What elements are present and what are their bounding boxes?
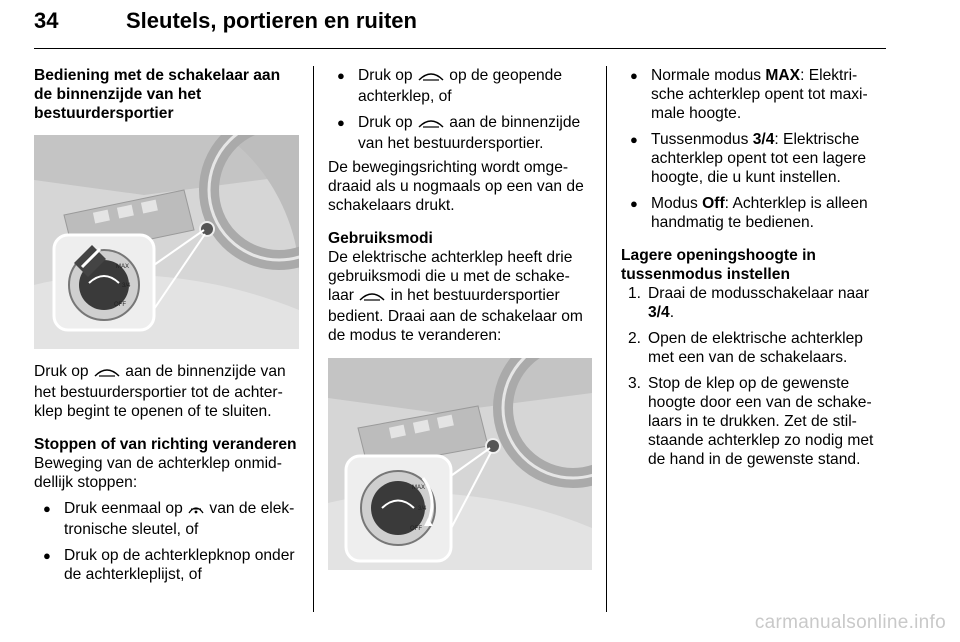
door-switch-illustration	[34, 135, 299, 349]
list-item: ● Druk op de achterklepknop onder de achterkleplijst, of	[34, 546, 299, 584]
section-heading: Bediening met de schakelaar aan de binnenzijde van het bestuurdersportier	[34, 67, 281, 122]
knob-label-max: MAX	[116, 264, 130, 270]
column-divider	[313, 66, 314, 612]
tailgate-icon	[358, 288, 386, 307]
column-1	[34, 66, 299, 584]
paragraph: Druk op aan de binnenzijde van het bestuurdersportier tot de achter-klep begint te openen of te sluiten.	[34, 363, 286, 420]
column-3	[621, 66, 889, 469]
section-heading: Lagere openingshoogte in tussenmodus instellen	[621, 247, 816, 283]
knob-label-off: OFF	[114, 302, 126, 308]
paragraph: De bewegingsrichting wordt omge-draaid als u nogmaals op een van de schakelaars drukt.	[328, 159, 584, 214]
tailgate-icon	[417, 68, 445, 87]
key-fob-tailgate-icon	[187, 501, 205, 520]
column-2	[328, 66, 593, 570]
paragraph: De elektrische achterklep heeft drie gebruiksmodi die u met de schake-laar in het bestuurdersportier bedient. Draai aan de schakelaar om de modus te veranderen:	[328, 249, 583, 344]
numbered-step: 2. Open de elektrische achterklep met een van de schakelaars.	[628, 330, 863, 366]
watermark: carmanualsonline.info	[754, 612, 946, 633]
knob-label-3-4: 3/4	[122, 283, 131, 289]
page-title: Sleutels, portieren en ruiten	[126, 8, 417, 33]
column-divider	[606, 66, 607, 612]
tailgate-icon	[417, 115, 445, 134]
list-item: ● Druk op op de geopende achterklep, of	[328, 66, 593, 106]
list-item: ● Tussenmodus 3/4: Elektrische achterklep opent tot een lagere hoogte, die u kunt instellen.	[621, 130, 889, 187]
paragraph: Beweging van de achterklep onmid-dellijk stoppen:	[34, 455, 282, 491]
knob-label-3-4: 3/4	[418, 506, 427, 512]
section-heading: Stoppen of van richting veranderen	[34, 436, 297, 453]
list-item: ● Druk op aan de binnenzijde van het bestuurdersportier.	[328, 113, 593, 153]
list-item: ● Normale modus MAX: Elektri-sche achterklep opent tot maxi-male hoogte.	[621, 66, 889, 123]
mode-switch-illustration	[328, 358, 592, 570]
tailgate-icon	[93, 364, 121, 383]
list-item: ● Druk eenmaal op van de elek-tronische sleutel, of	[34, 499, 299, 539]
numbered-step: 1. Draai de modusschakelaar naar 3/4.	[628, 285, 870, 321]
knob-label-max: MAX	[412, 485, 426, 491]
section-heading: Gebruiksmodi	[328, 230, 433, 247]
numbered-step: 3. Stop de klep op de gewenste hoogte door een van de schake-laars in te drukken. Zet de stil-staande achterklep zo nodig met de hand in de gewenste stand.	[628, 375, 874, 468]
page-header	[34, 4, 886, 49]
page-number: 34	[34, 8, 59, 33]
knob-label-off: OFF	[410, 526, 422, 532]
list-item: ● Modus Off: Achterklep is alleen handmatig te bedienen.	[621, 194, 889, 232]
